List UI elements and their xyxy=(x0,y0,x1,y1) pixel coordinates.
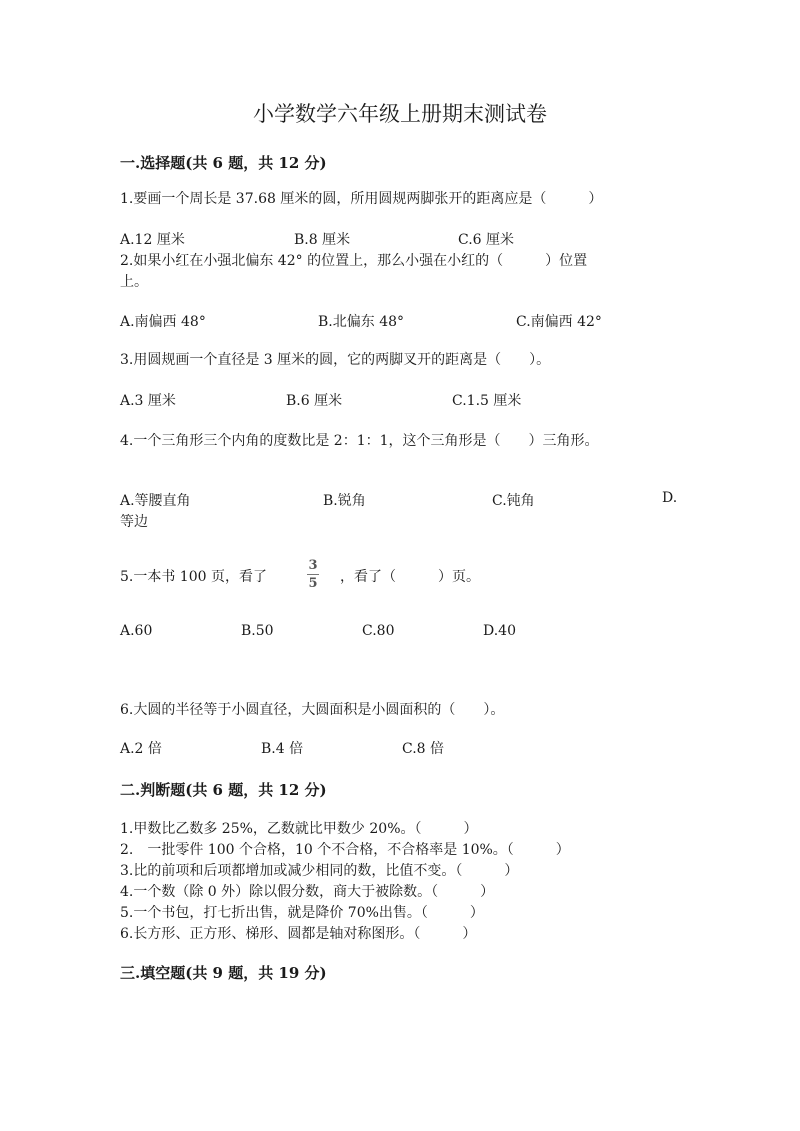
judgment-item-2: 2. 一批零件 100 个合格，10 个不合格，不合格率是 10%。（ ） xyxy=(120,842,570,858)
page-title: 小学数学六年级上册期末测试卷 xyxy=(253,102,547,126)
fraction-numerator: 3 xyxy=(308,558,318,573)
q5-option-c: C.80 xyxy=(362,623,395,639)
q1-option-b: B.8 厘米 xyxy=(294,232,351,248)
q4-option-c: C.钝角 xyxy=(492,493,535,509)
q4-option-a: A.等腰直角 xyxy=(120,493,191,509)
q1-option-a: A.12 厘米 xyxy=(120,232,185,248)
q5-option-d: D.40 xyxy=(483,623,516,639)
question-2: 2.如果小红在小强北偏东 42° 的位置上，那么小强在小红的（ ）位置 xyxy=(120,253,588,269)
q2-option-a: A.南偏西 48° xyxy=(120,314,206,330)
question-5-part2: ，看了（ ）页。 xyxy=(340,569,480,585)
q4-option-d-cont: 等边 xyxy=(120,514,148,530)
q4-option-d: D. xyxy=(662,490,678,506)
q3-option-c: C.1.5 厘米 xyxy=(452,393,522,409)
question-5-part1: 5.一本书 100 页，看了 xyxy=(120,569,267,585)
q6-option-a: A.2 倍 xyxy=(120,741,162,757)
q6-option-c: C.8 倍 xyxy=(402,741,445,757)
q2-option-b: B.北偏东 48° xyxy=(318,314,405,330)
q3-option-a: A.3 厘米 xyxy=(120,393,176,409)
q1-option-c: C.6 厘米 xyxy=(458,232,515,248)
question-2-cont: 上。 xyxy=(120,274,148,290)
q6-option-b: B.4 倍 xyxy=(261,741,304,757)
q5-option-b: B.50 xyxy=(241,623,274,639)
section-heading-choice: 一.选择题(共 6 题，共 12 分) xyxy=(120,154,327,172)
question-6: 6.大圆的半径等于小圆直径，大圆面积是小圆面积的（ ）。 xyxy=(120,702,505,718)
q2-option-c: C.南偏西 42° xyxy=(516,314,602,330)
fraction xyxy=(305,557,321,592)
judgment-item-5: 5.一个书包，打七折出售，就是降价 70%出售。（ ） xyxy=(120,905,484,921)
judgment-item-1: 1.甲数比乙数多 25%，乙数就比甲数少 20%。（ ） xyxy=(120,821,478,837)
fraction-denominator: 5 xyxy=(308,576,318,591)
question-1: 1.要画一个周长是 37.68 厘米的圆，所用圆规两脚张开的距离应是（ ） xyxy=(120,191,603,207)
judgment-item-6: 6.长方形、正方形、梯形、圆都是轴对称图形。（ ） xyxy=(120,926,477,942)
judgment-item-3: 3.比的前项和后项都增加或减少相同的数，比值不变。（ ） xyxy=(120,863,519,879)
question-3: 3.用圆规画一个直径是 3 厘米的圆，它的两脚叉开的距离是（ ）。 xyxy=(120,352,551,368)
question-4: 4.一个三角形三个内角的度数比是 2：1：1，这个三角形是（ ）三角形。 xyxy=(120,433,599,449)
judgment-item-4: 4.一个数（除 0 外）除以假分数，商大于被除数。（ ） xyxy=(120,884,495,900)
q5-option-a: A.60 xyxy=(120,623,153,639)
q3-option-b: B.6 厘米 xyxy=(286,393,343,409)
section-heading-judgment: 二.判断题(共 6 题，共 12 分) xyxy=(120,781,327,799)
section-heading-fill-blank: 三.填空题(共 9 题，共 19 分) xyxy=(120,964,327,982)
q4-option-b: B.锐角 xyxy=(323,493,366,509)
